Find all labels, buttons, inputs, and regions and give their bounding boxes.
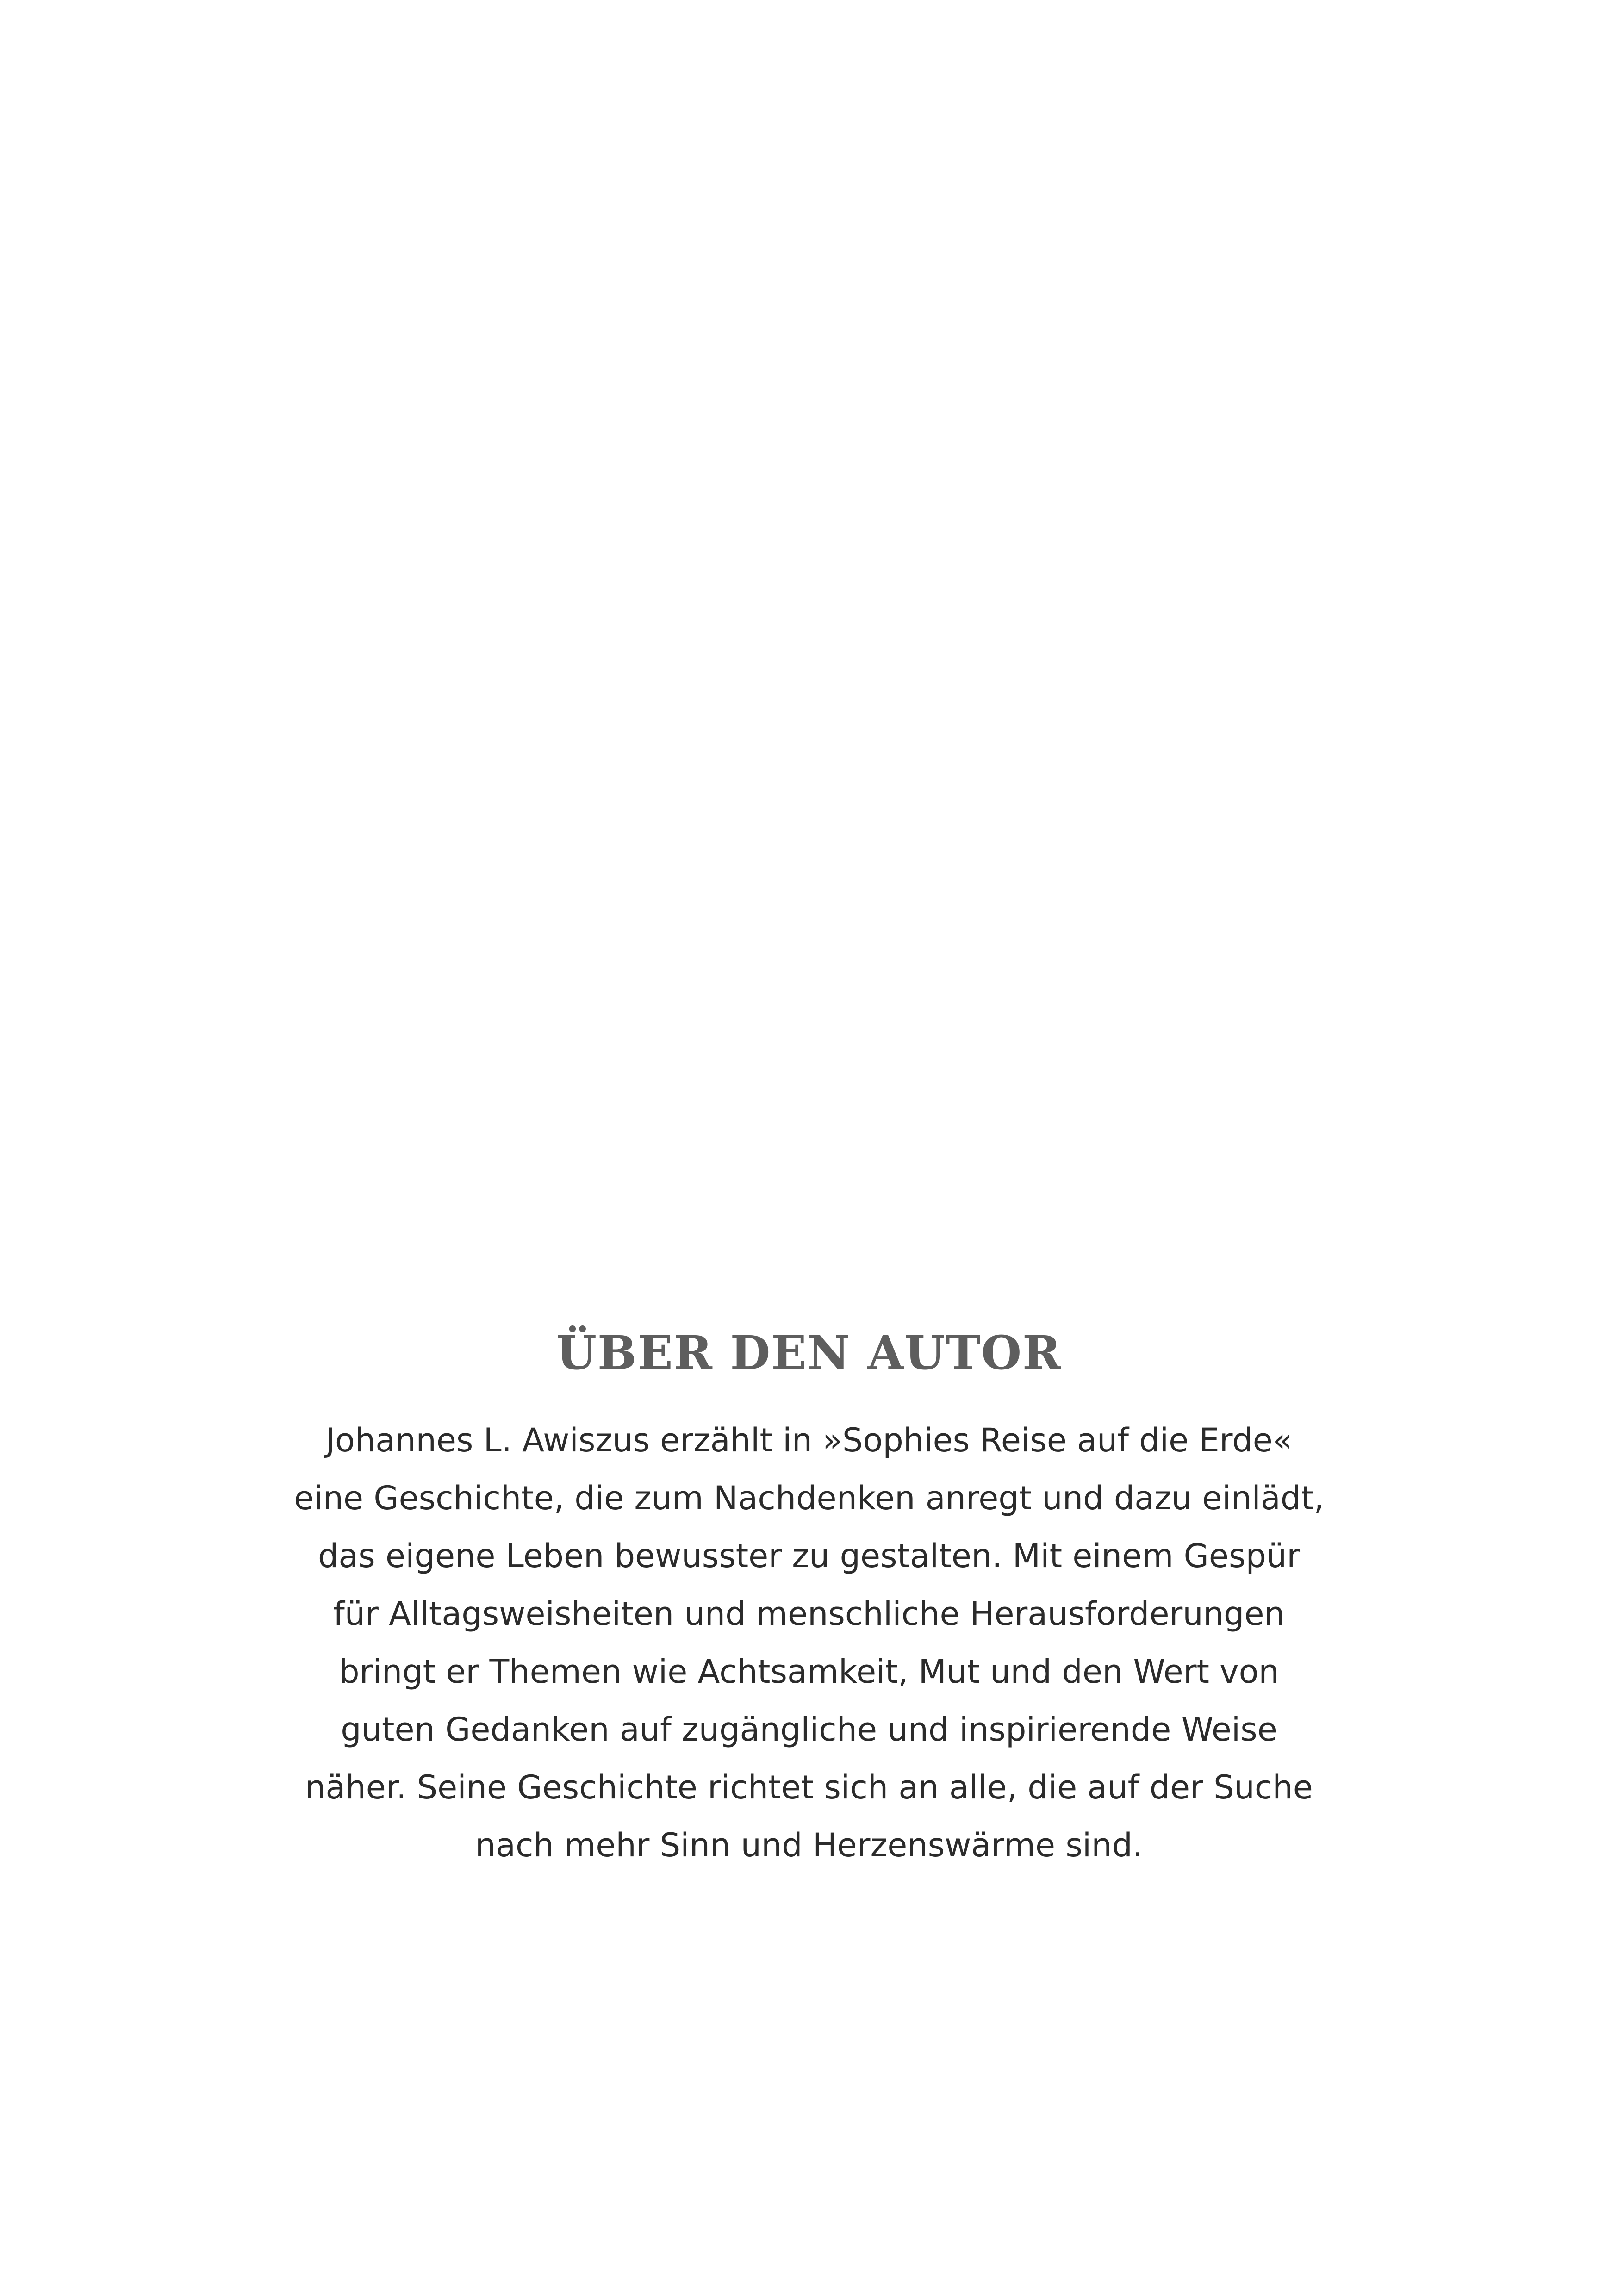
bio-line: für Alltagsweisheiten und menschliche Herausforderungen xyxy=(333,1595,1285,1633)
author-bio xyxy=(0,1412,1618,1874)
bio-line: das eigene Leben bewusster zu gestalten. Mit einem Gespür xyxy=(317,1537,1301,1575)
bio-line: nach mehr Sinn und Herzenswärme sind. xyxy=(475,1826,1143,1864)
bio-line: näher. Seine Geschichte richtet sich an alle, die auf der Suche xyxy=(305,1768,1313,1806)
bio-line: eine Geschichte, die zum Nachdenken anregt und dazu einlädt, xyxy=(294,1479,1324,1517)
bio-line: Johannes L. Awiszus erzählt in »Sophies Reise auf die Erde« xyxy=(325,1421,1293,1459)
section-title: ÜBER DEN AUTOR xyxy=(556,1325,1062,1380)
bio-line: guten Gedanken auf zugängliche und inspirierende Weise xyxy=(341,1711,1277,1748)
bio-line: bringt er Themen wie Achtsamkeit, Mut und den Wert von xyxy=(339,1653,1279,1691)
